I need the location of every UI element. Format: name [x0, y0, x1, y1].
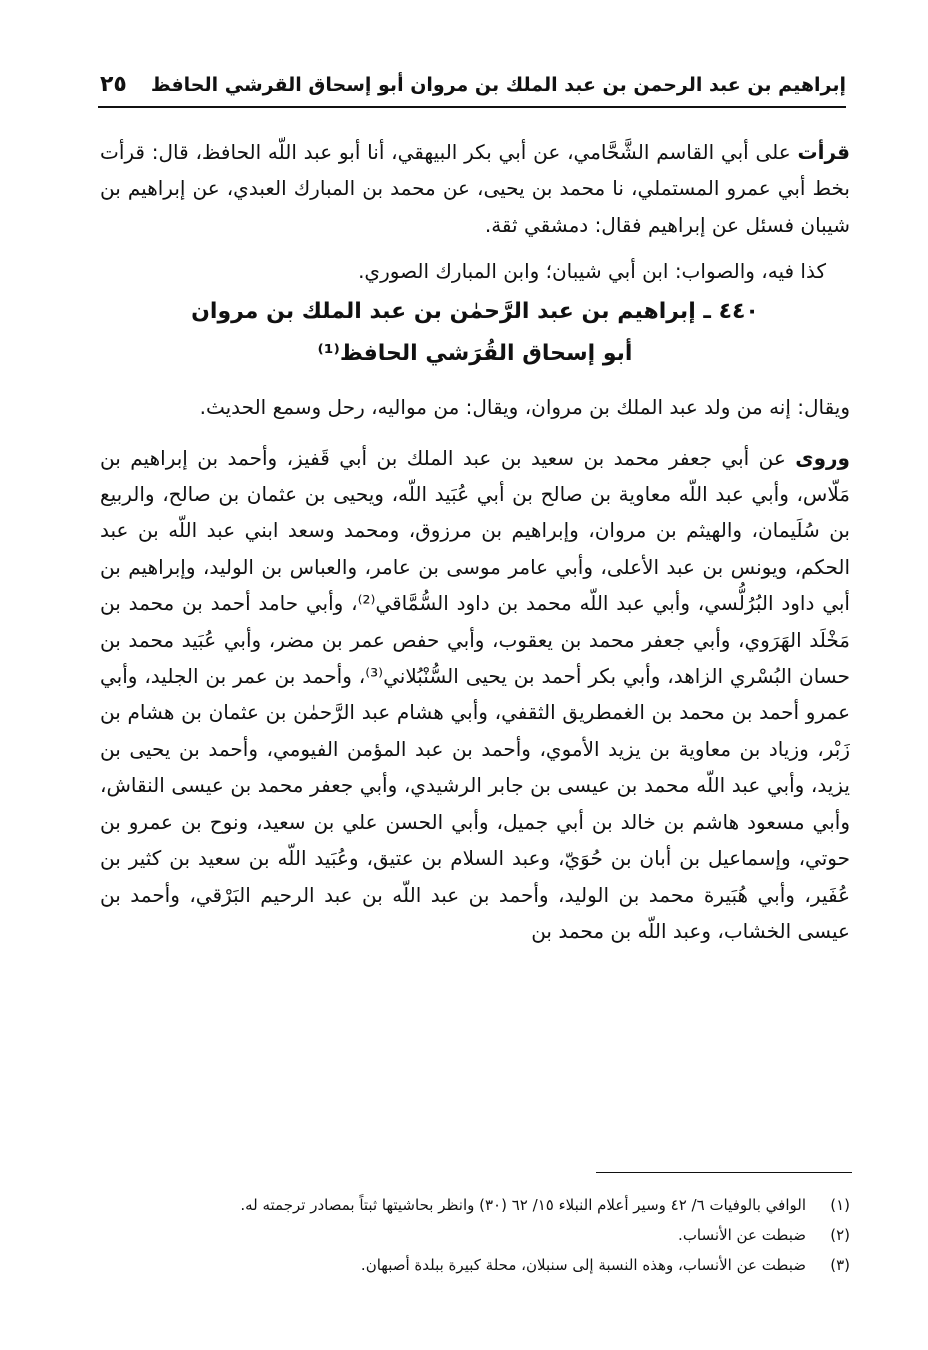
- paragraph-2: ويقال: إنه من ولد عبد الملك بن مروان، ويقال: من مواليه، رحل وسمع الحديث.: [199, 395, 850, 420]
- paragraph-text: عن أبي جعفر محمد بن سعيد بن عبد الملك بن أبي قَفيز، وأحمد بن إبراهيم بن مَلّاس، وأبي عبد اللّه معاوية بن صالح بن أبي عُبَيد اللّه، ويحيى بن عثمان بن صالح، والربيع بن سُلَيمان، والهيثم بن مروان، وإبراهيم بن مرزوق، ومحمد وسعد ابني عبد اللّه بن عبد الحكم، ويونس بن عبد الأعلى، وأبي عامر موسى بن عامر، والعباس بن الوليد، وإبراهيم بن أبي داود البُرُلُّسي، وأبي عبد اللّه محمد بن داود السُّمَّاقي⁽²⁾، وأبي حامد أحمد بن محمد بن مَخْلَد الهَرَوي، وأبي جعفر محمد بن يعقوب، وأبي حفص عمر بن مضر، وأبي عُبَيد محمد بن حسان البُسْري الزاهد، وأبي بكر أحمد بن يحيى السُّنْبُلاني⁽³⁾، وأحمد بن عمر بن الجليد، وأبي عمرو أحمد بن محمد بن الغمطريق الثقفي، وأبي هشام عبد الرَّحمٰن بن عثمان بن هشام بن زَبْر، وزياد بن معاوية بن يزيد الأموي، وأحمد بن عبد المؤمن الفيومي، وأحمد بن يحيى بن يزيد، وأبي عبد اللّه محمد بن عيسى بن جابر الرشيدي، وأبي جعفر محمد بن عيسى النقاش، وأبي مسعود هاشم بن خالد بن أبي جميل، وأبي الحسن علي بن سعيد، ونوح بن عمرو بن حوتي، وإسماعيل بن أبان بن حُوَيّ، وعبد السلام بن عتيق، وعُبَيد اللّه بن سعيد بن كثير بن عُفَير، وأبي هُبَيرة محمد بن الوليد، وأحمد بن عبد اللّه بن عبد الرحيم البَرْقي، وأحمد بن عيسى الخشاب، وعبد اللّه بن محمد بن: [100, 445, 851, 943]
- paragraph-lead-word: قرأت: [797, 140, 850, 164]
- paragraph-1: [100, 134, 850, 243]
- footnote-text: الوافي بالوفيات ٦/ ٤٢ وسير أعلام النبلاء ١٥/ ٦٢ (٣٠) وانظر بحاشيتها ثبتاً بمصادر ترجمته له.: [240, 1196, 806, 1214]
- page-number: ٢٥: [100, 72, 127, 97]
- footnote-number: (١): [830, 1196, 850, 1214]
- entry-heading-line-2: أبو إسحاق القُرَشي الحافظ⁽¹⁾: [317, 341, 633, 367]
- footnote-text: ضبطت عن الأنساب.: [678, 1226, 806, 1244]
- footnote-3: [130, 1250, 850, 1280]
- footnote-divider: [596, 1172, 852, 1173]
- footnotes: [130, 1190, 850, 1280]
- footnote-number: (٣): [830, 1256, 850, 1274]
- running-title: إبراهيم بن عبد الرحمن بن عبد الملك بن مروان أبو إسحاق القرشي الحافظ: [150, 74, 846, 96]
- footnote-1: [130, 1190, 850, 1220]
- footnote-text: ضبطت عن الأنساب، وهذه النسبة إلى سنبلان، محلة كبيرة ببلدة أصبهان.: [360, 1256, 806, 1274]
- footnote-number: (٢): [830, 1226, 850, 1244]
- correction-note: كذا فيه، والصواب: ابن أبي شيبان؛ وابن المبارك الصوري.: [358, 259, 826, 284]
- main-text: [100, 134, 850, 949]
- footnote-2: [130, 1220, 850, 1250]
- page-header: [98, 60, 846, 108]
- entry-heading-line-1: ٤٤٠ ـ إبراهيم بن عبد الرَّحمٰن بن عبد الملك بن مروان: [191, 299, 759, 325]
- paragraph-text: على أبي القاسم الشَّحَّامي، عن أبي بكر البيهقي، أنا أبو عبد اللّه الحافظ، قال: قرأت بخط أبي عمرو المستملي، نا محمد بن يحيى، عن محمد بن المبارك العبدي، عن إبراهيم بن شيبان فسئل عن إبراهيم فقال: دمشقي ثقة.: [100, 140, 850, 237]
- paragraph-3: [100, 440, 850, 950]
- paragraph-lead-word: وروى: [795, 445, 850, 470]
- entry-heading: [100, 291, 850, 375]
